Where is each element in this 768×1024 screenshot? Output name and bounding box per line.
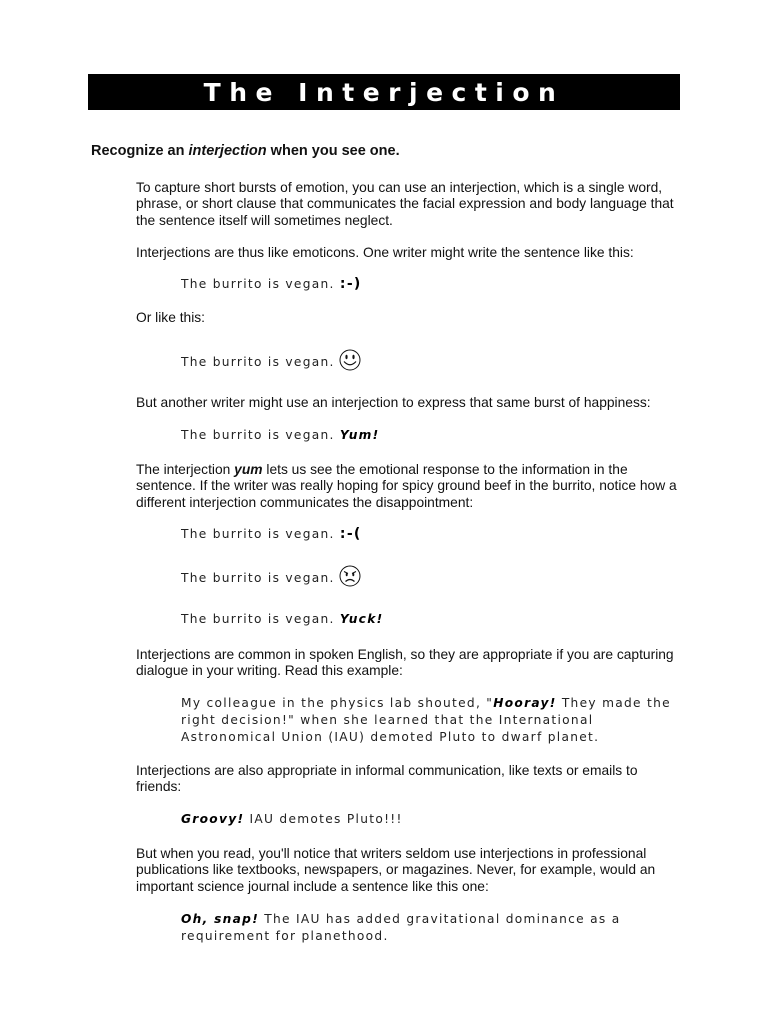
interjection-groovy: Groovy! xyxy=(181,812,245,826)
interjection-yuck: Yuck! xyxy=(339,612,384,626)
example-groovy xyxy=(181,811,681,828)
example-sentence: The burrito is vegan. xyxy=(181,527,335,541)
subheading-text: Recognize an xyxy=(91,143,189,159)
example-frown-face xyxy=(181,565,681,592)
paragraph-emoticons: Interjections are thus like emoticons. One writer might write the sentence like this: xyxy=(136,245,634,260)
example-sentence: The burrito is vegan. xyxy=(181,571,335,585)
frown-face-icon xyxy=(339,565,361,592)
paragraph-definition: To capture short bursts of emotion, you can use an interjection, which is a single word, phrase, or short clause that communicates the facial expression and body language that the sentence itself will sometimes neglect. xyxy=(136,180,674,228)
example-dialogue xyxy=(181,695,681,746)
example-yuck xyxy=(181,611,681,628)
paragraph-emphasis: yum xyxy=(234,462,263,477)
paragraph-informal: Interjections are also appropriate in informal communication, like texts or emails to friends: xyxy=(136,763,638,795)
title-bar xyxy=(88,74,680,110)
paragraph-another-writer: But another writer might use an interjection to express that same burst of happiness: xyxy=(136,395,651,410)
example-sentence: The burrito is vegan. xyxy=(181,428,335,442)
example-smiley-face xyxy=(181,349,681,376)
groovy-text: IAU demotes Pluto!!! xyxy=(244,812,403,826)
paragraph-text: The interjection xyxy=(136,462,235,477)
example-sentence: The burrito is vegan. xyxy=(181,355,335,369)
interjection-hooray: Hooray! xyxy=(493,696,557,710)
paragraph-or-like-this: Or like this: xyxy=(136,310,205,325)
interjection-yum: Yum! xyxy=(339,428,380,442)
example-oh-snap xyxy=(181,911,681,945)
smiley-face-icon xyxy=(339,349,361,376)
dialogue-text-end: They made the right decision!" when she learned that the International Astronomical Union (IAU) demoted Pluto to dwarf planet. xyxy=(181,696,671,744)
subheading-text-end: when you see one. xyxy=(266,143,400,159)
emoticon-smile: :-) xyxy=(339,276,362,292)
interjection-oh-snap: Oh, snap! xyxy=(181,912,260,926)
example-sentence: The burrito is vegan. xyxy=(181,277,335,291)
paragraph-text-end: lets us see the emotional response to the information in the sentence. If the writer was really hoping for spicy ground beef in the burrito, notice how a different interjection communicates the disappointment: xyxy=(136,462,677,510)
oh-snap-text: The IAU has added gravitational dominance as a requirement for planethood. xyxy=(181,912,621,943)
example-frown-text xyxy=(181,526,681,543)
emoticon-frown: :-( xyxy=(339,526,362,542)
paragraph-spoken-english: Interjections are common in spoken English, so they are appropriate if you are capturing dialogue in your writing. Read this example: xyxy=(136,647,674,679)
paragraph-yum-explanation xyxy=(136,462,681,511)
example-sentence: The burrito is vegan. xyxy=(181,612,335,626)
subheading xyxy=(91,143,400,159)
example-smiley-text xyxy=(181,276,681,293)
paragraph-professional: But when you read, you'll notice that writers seldom use interjections in professional publications like textbooks, newspapers, or magazines. Never, for example, would an important science journal include a sentence like this one: xyxy=(136,846,656,894)
example-yum xyxy=(181,427,681,444)
dialogue-text: My colleague in the physics lab shouted, " xyxy=(181,696,494,710)
subheading-emphasis: interjection xyxy=(188,143,267,159)
page-title: The Interjection xyxy=(203,77,565,107)
